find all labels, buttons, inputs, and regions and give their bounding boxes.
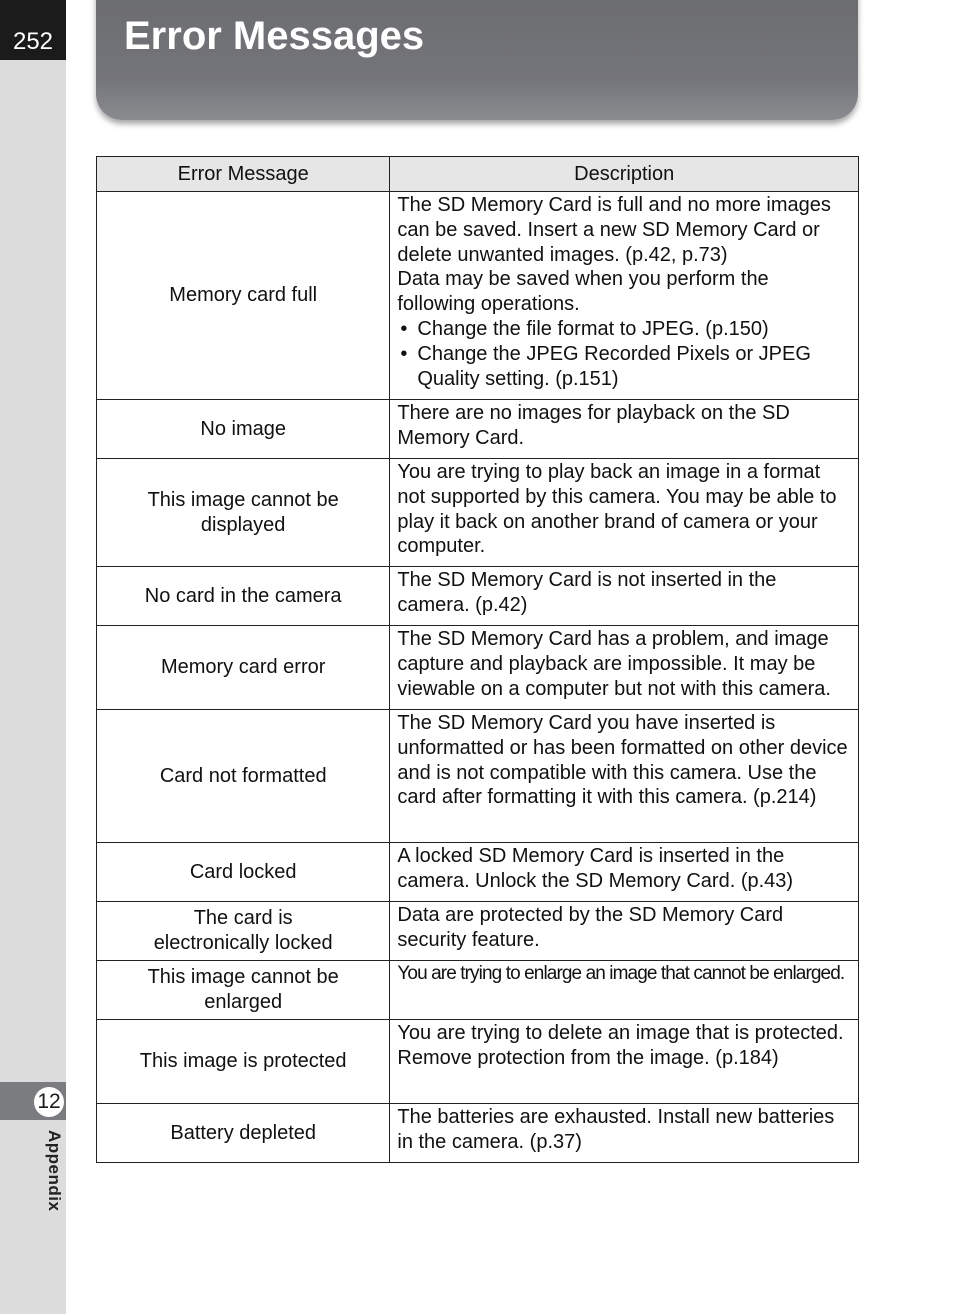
header-error-message: Error Message <box>97 157 390 192</box>
error-message-cell: Battery depleted <box>97 1104 390 1163</box>
description-text: A locked SD Memory Card is inserted in the camera. Unlock the SD Memory Card. (p.43) <box>397 845 794 892</box>
description-text: The batteries are exhausted. Install new batteries in the camera. (p.37) <box>397 1106 835 1153</box>
error-message-cell: This image cannot be enlarged <box>97 961 390 1020</box>
error-message-cell: Memory card full <box>97 192 390 400</box>
table-row <box>97 459 859 567</box>
description-cell <box>390 710 859 843</box>
description-text: Data may be saved when you perform the following operations. <box>397 268 769 316</box>
error-message-cell: This image cannot be displayed <box>97 459 390 567</box>
description-cell <box>390 843 859 902</box>
description-cell <box>390 961 859 1020</box>
error-message-cell: Memory card error <box>97 626 390 710</box>
list-item <box>397 342 852 392</box>
error-messages-table <box>96 156 859 1163</box>
description-text: The SD Memory Card you have inserted is unformatted or has been formatted on other device and is not compatible with this camera. Use the card after formatting it with this camera. (p.214) <box>397 712 848 809</box>
table-row <box>97 400 859 459</box>
error-message-cell: The card is electronically locked <box>97 902 390 961</box>
chapter-number-badge: 12 <box>34 1087 64 1117</box>
error-message-cell: No card in the camera <box>97 567 390 626</box>
page-number: 252 <box>0 0 66 60</box>
error-message-cell: Card locked <box>97 843 390 902</box>
table-row <box>97 567 859 626</box>
bullet-text: Change the JPEG Recorded Pixels or JPEG Quality setting. (p.151) <box>417 342 811 390</box>
table-row <box>97 902 859 961</box>
description-text: You are trying to enlarge an image that cannot be enlarged. <box>397 963 845 984</box>
description-text: There are no images for playback on the SD Memory Card. <box>397 402 790 449</box>
description-cell <box>390 192 859 400</box>
error-message-cell: Card not formatted <box>97 710 390 843</box>
description-text: Data are protected by the SD Memory Card security feature. <box>397 904 784 951</box>
table-row <box>97 843 859 902</box>
description-text: The SD Memory Card is full and no more images can be saved. Insert a new SD Memory Card or delete unwanted images. (p.42, p.73) <box>397 194 831 266</box>
bullet-list <box>397 317 852 391</box>
description-text: The SD Memory Card has a problem, and image capture and playback are impossible. It may be viewable on a computer but not with this camera. <box>397 628 831 700</box>
description-cell <box>390 626 859 710</box>
description-cell <box>390 459 859 567</box>
description-cell <box>390 902 859 961</box>
header-description: Description <box>390 157 859 192</box>
description-text: The SD Memory Card is not inserted in the camera. (p.42) <box>397 569 777 616</box>
description-cell <box>390 400 859 459</box>
table-row <box>97 626 859 710</box>
table-row <box>97 961 859 1020</box>
description-cell <box>390 1020 859 1104</box>
bullet-icon: • <box>400 342 408 365</box>
list-item <box>397 317 852 342</box>
table-row <box>97 1020 859 1104</box>
bullet-text: Change the file format to JPEG. (p.150) <box>417 317 769 340</box>
table-header-row <box>97 157 859 192</box>
error-message-cell: No image <box>97 400 390 459</box>
description-text: You are trying to play back an image in a format not supported by this camera. You may be able to play it back on another brand of camera or your computer. <box>397 461 837 558</box>
page-title: Error Messages <box>124 14 425 58</box>
description-cell <box>390 567 859 626</box>
error-message-cell: This image is protected <box>97 1020 390 1104</box>
description-cell <box>390 1104 859 1163</box>
chapter-label: Appendix <box>45 1130 64 1212</box>
description-text: You are trying to delete an image that is protected. Remove protection from the image. (p.184) <box>397 1022 844 1069</box>
table-row <box>97 710 859 843</box>
bullet-icon: • <box>400 317 408 340</box>
table-row <box>97 1104 859 1163</box>
table-row <box>97 192 859 400</box>
